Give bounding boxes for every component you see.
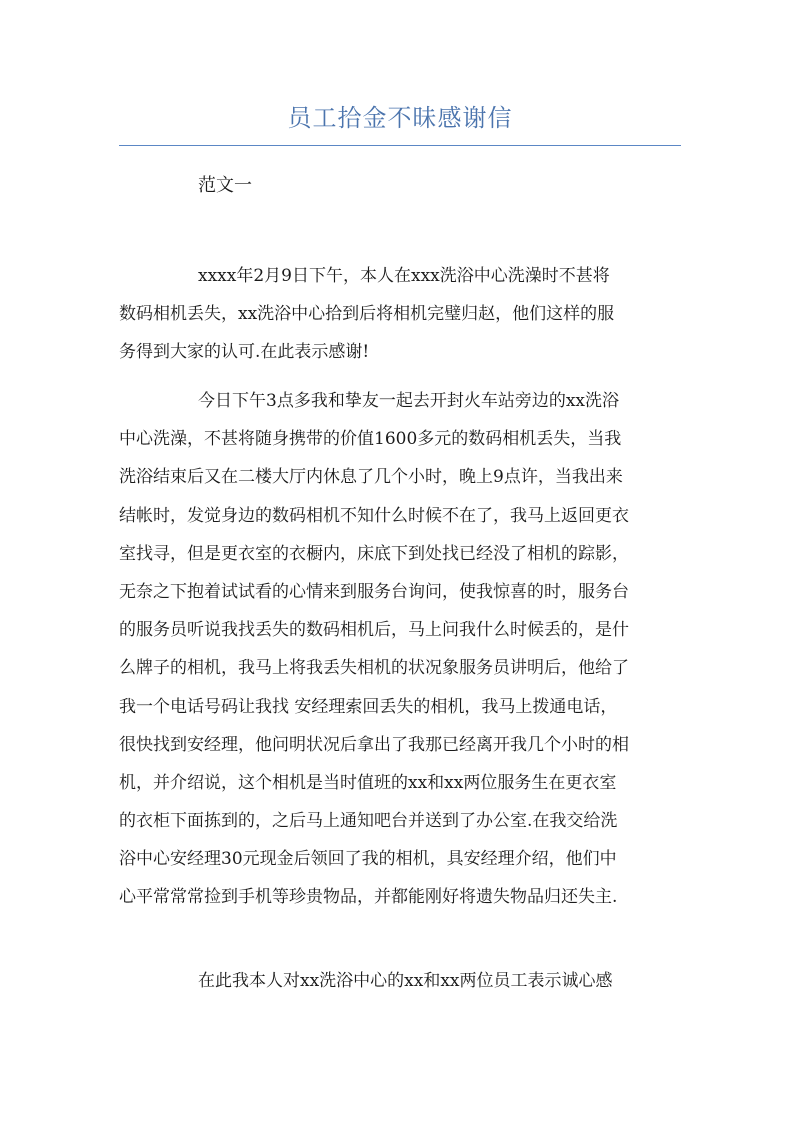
section-label: 范文一 [198, 175, 252, 196]
paragraph-line: 中心洗澡，不甚将随身携带的价值1600多元的数码相机丢失，当我 [119, 429, 622, 450]
paragraph-line: 在此我本人对xx洗浴中心的xx和xx两位员工表示诚心感 [198, 971, 613, 991]
paragraph-line: 浴中心安经理30元现金后领回了我的相机，具安经理介绍，他们中 [119, 849, 617, 870]
paragraph-line: 心平常常常捡到手机等珍贵物品，并都能刚好将遗失物品归还失主. [119, 887, 618, 908]
paragraph-line: 很快找到安经理，他问明状况后拿出了我那已经离开我几个小时的相 [119, 734, 629, 755]
paragraph-line: 务得到大家的认可.在此表示感谢! [119, 342, 370, 363]
document-title: 员工拾金不昧感谢信 [287, 104, 513, 132]
paragraph-line: 的衣柜下面拣到的，之后马上通知吧台并送到了办公室.在我交给洗 [119, 811, 618, 832]
paragraph-line: 数码相机丢失，xx洗浴中心拾到后将相机完璧归赵，他们这样的服 [119, 304, 615, 325]
title-divider [119, 145, 681, 146]
paragraph-line: 机，并介绍说，这个相机是当时值班的xx和xx两位服务生在更衣室 [119, 772, 617, 793]
paragraph-line: 室找寻，但是更衣室的衣橱内，床底下到处找已经没了相机的踪影， [119, 543, 629, 564]
paragraph-line: 的服务员听说我找丢失的数码相机后，马上问我什么时候丢的，是什 [119, 620, 629, 641]
paragraph-line: 结帐时，发觉身边的数码相机不知什么时候不在了，我马上返回更衣 [119, 505, 629, 526]
paragraph-line: xxxx年2月9日下午，本人在xxx洗浴中心洗澡时不甚将 [198, 266, 610, 286]
paragraph-1 [119, 257, 681, 372]
paragraph-line: 么牌子的相机，我马上将我丢失相机的状况象服务员讲明后，他给了 [119, 658, 629, 679]
paragraph-line: 无奈之下抱着试试看的心情来到服务台询问，使我惊喜的时，服务台 [119, 581, 629, 602]
paragraph-3 [119, 962, 681, 1000]
paragraph-line: 我一个电话号码让我找 安经理索回丢失的相机，我马上拨通电话， [119, 696, 618, 717]
paragraph-line: 洗浴结束后又在二楼大厅内休息了几个小时，晚上9点许，当我出来 [119, 467, 623, 488]
paragraph-2 [119, 382, 681, 917]
paragraph-line: 今日下午3点多我和挚友一起去开封火车站旁边的xx洗浴 [198, 391, 619, 411]
